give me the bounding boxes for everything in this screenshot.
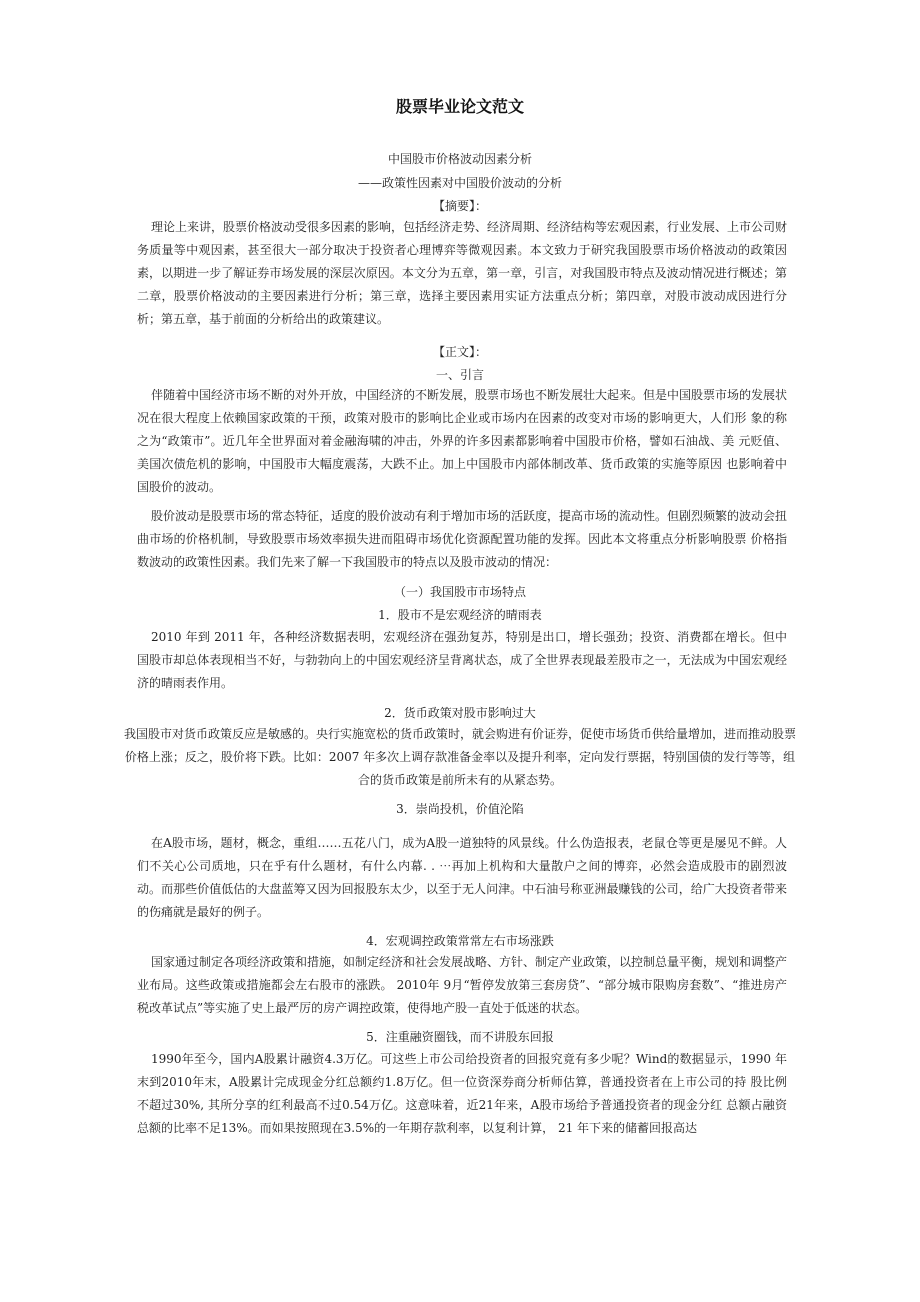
point-2-heading: 2．货币政策对股市影响过大 xyxy=(384,706,536,720)
point-5-heading: 5．注重融资圈钱，而不讲股东回报 xyxy=(366,1030,554,1044)
abstract-paragraph: 理论上来讲，股票价格波动受很多因素的影响，包括经济走势、经济周期、经济结构等宏观因素，行业发展、上市公司财务质量等中观因素，甚至很大一部分取决于投资者心理博弈等微观因素。本文致力于研究我国股票市场价格波动的政策因素，以期进一步了解证券市场发展的深层次原因。本文分为五章，第一章，引言，对我国股市特点及波动情况进行概述；第二章，股票价格波动的主要因素进行分析；第三章，选择主要因素用实证方法重点分析；第四章，对股市波动成因进行分析；第五章，基于前面的分析给出的政策建议。 xyxy=(137,220,788,326)
document-title: 股票毕业论文范文 xyxy=(395,97,524,116)
point-1-paragraph: 2010 年到 2011 年，各种经济数据表明，宏观经济在强劲复苏，特别是出口，增长强劲；投资、消费都在增长。但中国股市却总体表现相当不好，与勃勃向上的中国宏观经济呈背离状态，成了全世界表现最差股市之一，无法成为中国宏观经济的晴雨表作用。 xyxy=(137,630,787,690)
intro-paragraph-2: 股价波动是股票市场的常态特征，适度的股价波动有利于增加市场的活跃度，提高市场的流动性。但剧烈频繁的波动会扭曲市场的价格机制，导致股票市场效率损失进而阻碍市场优化资源配置功能的发挥。因此本文将重点分析影响股票 价格指数波动的政策性因素。我们先来了解一下我国股市的特点以及股市波动的情况： xyxy=(137,509,788,569)
point-3-paragraph: 在A股市场，题材，概念，重组……五花八门，成为A股一道独特的风景线。什么伪造报表，老鼠仓等更是屡见不鲜。人们不关心公司质地，只在乎有什么题材，有什么内幕. . ⋯再加上机构和大量散户之间的博弈，必然会造成股市的剧烈波动。而那些价值低估的大盘蓝筹又因为回报股东太少，以至于无人问津。中石油号称亚洲最赚钱的公司，给广大投资者带来的伤痛就是最好的例子。 xyxy=(137,836,787,919)
point-2-paragraph: 我国股市对货币政策反应是敏感的。央行实施宽松的货币政策时，就会购进有价证券，促使市场货币供给量增加，进而推动股票价格上涨；反之，股价将下跌。比如：2007 年多次上调存款准备金率以及提升利率，定向发行票据，特别国债的发行等等，组合的货币政策是前所未有的从紧态势。 xyxy=(123,727,796,787)
point-4-paragraph: 国家通过制定各项经济政策和措施，如制定经济和社会发展战略、方针、制定产业政策，以控制总量平衡，规划和调整产业布局。这些政策或措施都会左右股市的涨跌。 2010年 9月“暂停发放第三套房贷”、“部分城市限购房套数”、“推进房产税改革试点”等实施了史上最严厉的房产调控政策，使得地产股一直处于低迷的状态。 xyxy=(137,955,788,1015)
subtitle-sub: ——政策性因素对中国股价波动的分析 xyxy=(357,176,562,190)
point-1-heading: 1．股市不是宏观经济的晴雨表 xyxy=(378,608,542,622)
abstract-label: 【摘要】： xyxy=(432,199,487,213)
intro-heading: 一、引言 xyxy=(435,368,484,382)
point-4-heading: 4．宏观调控政策常常左右市场涨跌 xyxy=(366,934,554,948)
intro-paragraph-1: 伴随着中国经济市场不断的对外开放，中国经济的不断发展，股票市场也不断发展壮大起来。但是中国股票市场的发展状况在很大程度上依赖国家政策的干预，政策对股市的影响比企业或市场内在因素的改变对市场的影响更大，人们形 象的称之为“政策市”。近几年全世界面对着金融海啸的冲击，外界的许多因素都影响着中国股市价格，譬如石油战、美 元贬值、美国次债危机的影响，中国股市大幅度震荡，大跌不止。加上中国股市内部体制改革、货币政策的实施等原因 也影响着中国股价的波动。 xyxy=(137,388,788,494)
subtitle-main: 中国股市价格波动因素分析 xyxy=(387,152,532,166)
point-5-paragraph: 1990年至今，国内A股累计融资4.3万亿。可这些上市公司给投资者的回报究竟有多少呢？Wind的数据显示，1990 年末到2010年末，A股累计完成现金分红总额约1.8万亿。但一位资深券商分析师估算，普通投资者在上市公司的持 股比例不超过30%, 其所分享的红利最高不过0.54万亿。这意味着，近21年来，A股市场给予普通投资者的现金分红 总额占融资总额的比率不足13%。而如果按照现在3.5%的一年期存款利率，以复利计算， 21 年下来的储蓄回报高达 xyxy=(137,1052,787,1135)
section-heading-market-features: （一）我国股市市场特点 xyxy=(393,585,526,599)
point-3-heading: 3．崇尚投机，价值沦陷 xyxy=(396,802,524,816)
body-label: 【正文】： xyxy=(432,345,487,359)
